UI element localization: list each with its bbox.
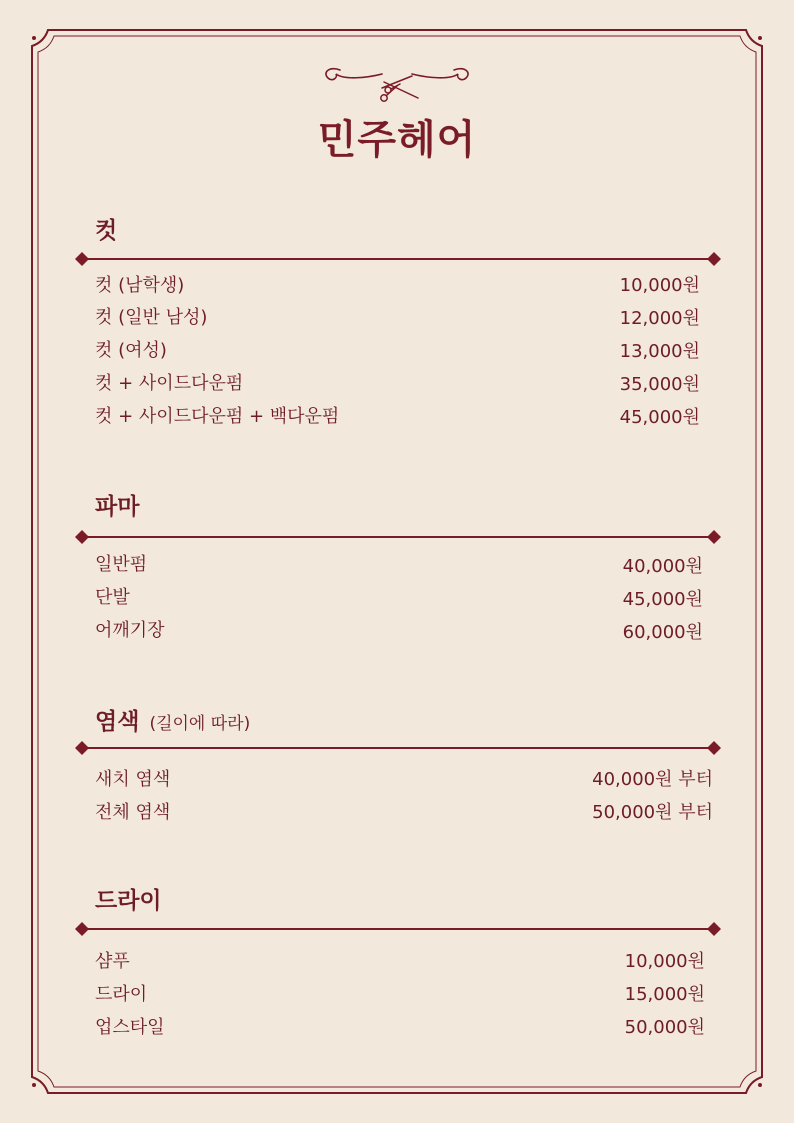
- scissors-icon: [381, 76, 418, 101]
- menu-item-name: 컷 + 사이드다운펌: [95, 373, 244, 394]
- menu-item-price: 13,000원: [619, 341, 700, 362]
- menu-item-name: 전체 염색: [95, 802, 171, 823]
- menu-item-name: 컷 (여성): [95, 340, 167, 361]
- menu-item-price: 45,000원: [619, 407, 700, 428]
- shop-title: 민주헤어: [317, 117, 477, 163]
- menu-item-price: 40,000원: [622, 556, 703, 577]
- section-divider: [74, 921, 722, 937]
- section-note: (길이에 따라): [149, 714, 251, 734]
- menu-item-name: 샴푸: [95, 951, 130, 972]
- menu-item-price: 12,000원: [619, 308, 700, 329]
- header-ornament: [320, 58, 474, 108]
- menu-item-name: 어깨기장: [95, 620, 165, 641]
- section-title: 염색 (길이에 따라): [95, 709, 251, 735]
- menu-item-price: 10,000원: [619, 275, 700, 296]
- menu-item-name: 업스타일: [95, 1017, 165, 1038]
- menu-item-price: 50,000원 부터: [592, 802, 713, 823]
- menu-item-name: 드라이: [95, 984, 148, 1005]
- menu-item-price: 60,000원: [622, 622, 703, 643]
- menu-item-name: 단발: [95, 587, 130, 608]
- menu-item-price: 50,000원: [624, 1017, 705, 1038]
- menu-item-name: 컷 + 사이드다운펌 + 백다운펌: [95, 406, 340, 427]
- menu-item-price: 45,000원: [622, 589, 703, 610]
- section-title: 드라이: [95, 888, 162, 914]
- menu-item-price: 35,000원: [619, 374, 700, 395]
- menu-item-price: 15,000원: [624, 984, 705, 1005]
- menu-item-name: 일반펌: [95, 554, 148, 575]
- section-divider: [74, 529, 722, 545]
- menu-item-name: 컷 (일반 남성): [95, 307, 208, 328]
- section-divider: [74, 740, 722, 756]
- menu-item-name: 새치 염색: [95, 769, 171, 790]
- section-title: 컷: [95, 218, 118, 244]
- section-title: 파마: [95, 494, 140, 520]
- menu-item-price: 40,000원 부터: [592, 769, 713, 790]
- section-divider: [74, 251, 722, 267]
- menu-item-price: 10,000원: [624, 951, 705, 972]
- menu-item-name: 컷 (남학생): [95, 275, 185, 296]
